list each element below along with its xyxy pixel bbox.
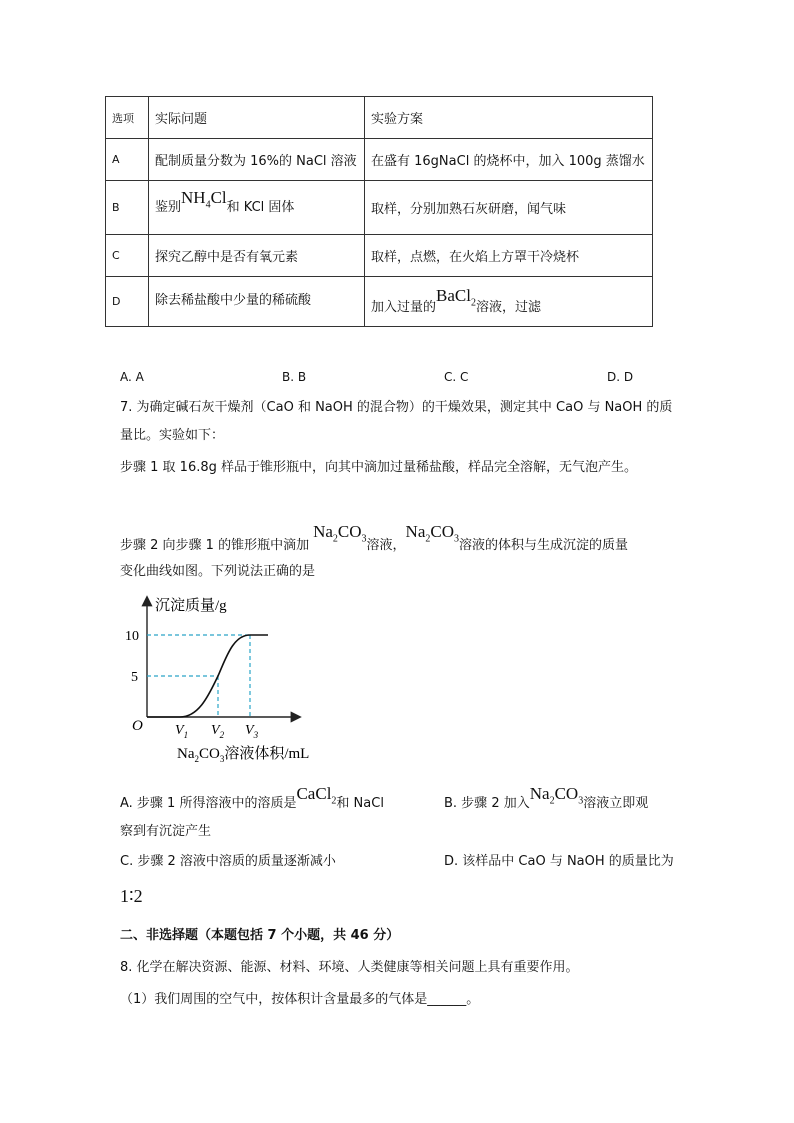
problem-text: 和 KCl 固体 [226,200,295,216]
row-option: B [106,181,149,235]
q7-line1: 7. 为确定碱石灰干燥剂（CaO 和 NaOH 的混合物）的干燥效果，测定其中 CaO 与 NaOH 的质 [120,400,673,415]
formula-part: NH [181,188,206,208]
nh4cl-formula [181,188,227,211]
q7-step1: 步骤 1 取 16.8g 样品于锥形瓶中，向其中滴加过量稀盐酸，样品完全溶解，无气泡产生。 [120,460,637,475]
row-problem [149,181,365,235]
row-problem: 探究乙醇中是否有氧元素 [149,235,365,277]
formula-sub: 4 [205,199,211,211]
formula-sub: 3 [454,533,459,545]
q7-option-d: D. 该样品中 CaO 与 NaOH 的质量比为 [444,854,674,869]
plan-text: 溶液，过滤 [475,300,541,316]
row-problem: 除去稀盐酸中少量的稀硫酸 [149,277,365,327]
q6-answer-c: C. C [444,370,469,384]
formula-part: CO [430,522,454,541]
precipitate-curve [147,635,268,717]
formula-part: Na [313,522,333,541]
na2co3-formula [405,522,459,545]
cacl2-formula [296,784,337,807]
xlabel-sub: 3 [219,754,225,764]
row-option: D [106,277,149,327]
table-row [106,277,653,327]
xlabel-sub: 2 [194,754,199,764]
options-table [105,96,653,327]
step2-text: 步骤 2 向步骤 1 的锥形瓶中滴加 [120,538,310,553]
tick-sub: 1 [183,730,189,740]
x-tick-v2 [211,723,225,740]
plan-text: 加入过量的 [371,300,437,316]
q7-line2: 量比。实验如下： [120,428,225,443]
header-problem: 实际问题 [149,97,365,139]
step2-text: 溶液， [366,538,406,553]
q7-option-b-line2: 察到有沉淀产生 [120,824,212,839]
formula-sub: 2 [332,533,338,545]
na2co3-formula [529,784,584,807]
option-text: A. 步骤 1 所得溶液中的溶质是 [120,796,297,811]
q7-option-b [444,784,649,819]
y-axis-label: 沉淀质量/g [155,598,227,614]
formula-sub: 3 [578,795,584,807]
tick-sub: 3 [253,730,259,740]
formula-part: CO [554,784,579,803]
header-option: 选项 [106,97,149,139]
y-tick-10: 10 [125,629,139,644]
option-text: 溶液立即观 [583,796,649,811]
x-tick-v3 [245,723,259,740]
row-plan: 取样，分别加熟石灰研磨，闻气味 [365,181,653,235]
row-problem: 配制质量分数为 16%的 NaCl 溶液 [149,139,365,181]
problem-text: 鉴别 [155,200,182,216]
row-option: A [106,139,149,181]
row-plan: 取样，点燃，在火焰上方罩干冷烧杯 [365,235,653,277]
table-header-row [106,97,653,139]
row-option: C [106,235,149,277]
q7-step2-line2: 变化曲线如图。下列说法正确的是 [120,564,316,579]
formula-part: BaCl [436,286,471,306]
header-plan: 实验方案 [365,97,653,139]
tick-base: V [245,723,254,738]
bacl2-formula [436,286,476,309]
formula-part: CaCl [296,784,332,803]
section2-title: 二、非选择题（本题包括 7 个小题，共 46 分） [120,928,400,943]
q6-answer-a: A. A [120,370,144,384]
x-tick-v1 [175,723,188,740]
formula-sub: 2 [425,533,431,545]
step2-text: 溶液的体积与生成沉淀的质量 [459,538,629,553]
tick-base: V [211,723,220,738]
formula-part: CO [337,522,362,541]
tick-sub: 2 [219,730,225,740]
formula-part: Na [529,784,550,803]
formula-sub: 3 [361,533,367,545]
x-axis-label [177,744,309,764]
q7-option-c: C. 步骤 2 溶液中溶质的质量逐渐减小 [120,854,336,869]
option-text: 和 NaCl [336,796,384,811]
table-row [106,139,653,181]
formula-part: Na [405,522,426,541]
option-text: B. 步骤 2 加入 [444,796,530,811]
q7-option-d-ratio: 1∶2 [120,886,143,906]
na2co3-formula [313,522,367,545]
q8-stem: 8. 化学在解决资源、能源、材料、环境、人类健康等相关问题上具有重要作用。 [120,960,579,975]
q7-step2 [120,522,629,561]
q7-option-a [120,784,384,819]
q8-part1: （1）我们周围的空气中，按体积计含量最多的气体是______。 [120,992,480,1007]
table-row [106,181,653,235]
xlabel-part: Na [177,746,195,762]
row-plan: 在盛有 16gNaCl 的烧杯中，加入 100g 蒸馏水 [365,139,653,181]
tick-base: V [175,723,184,738]
formula-part: Cl [210,188,227,208]
row-plan [365,277,653,327]
formula-sub: 2 [470,297,476,309]
precipitate-chart [125,592,325,772]
q6-answer-d: D. D [607,370,634,384]
xlabel-part: CO [199,746,220,762]
origin-label: O [132,718,143,734]
q6-answer-b: B. B [282,370,307,384]
y-tick-5: 5 [131,670,138,685]
formula-sub: 2 [331,795,337,807]
xlabel-part: 溶液体积/mL [224,746,310,762]
formula-sub: 2 [549,795,555,807]
table-row [106,235,653,277]
